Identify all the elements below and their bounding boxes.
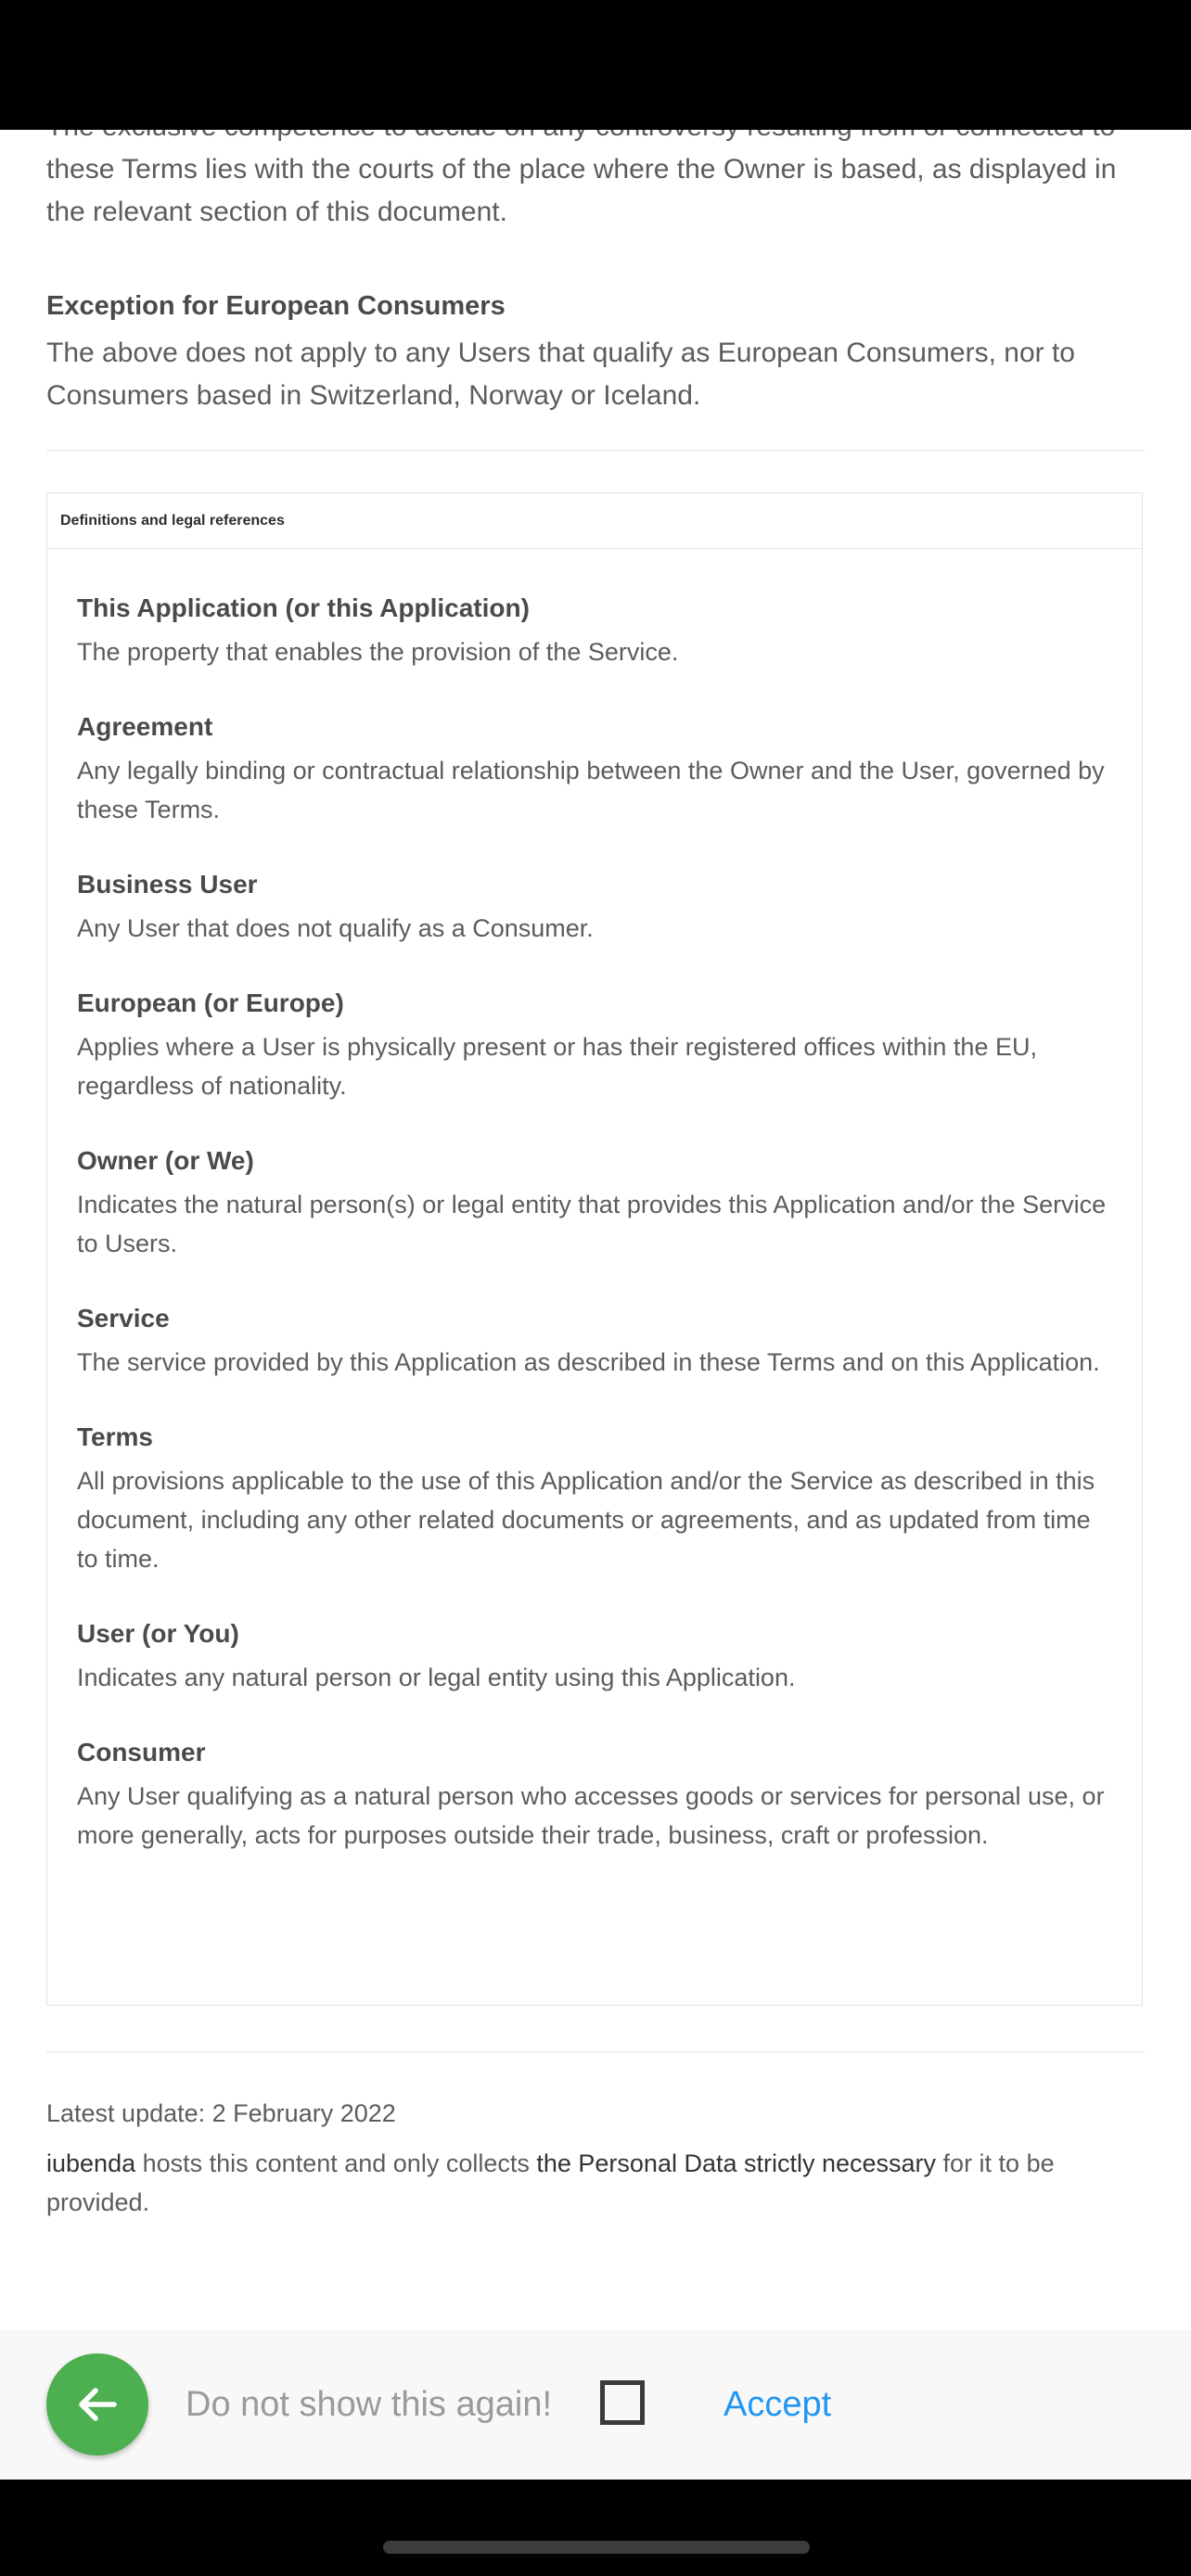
definition-term: Service: [77, 1304, 170, 1333]
back-button[interactable]: [46, 2353, 148, 2455]
home-indicator[interactable]: [383, 2541, 810, 2554]
exception-heading: Exception for European Consumers: [46, 291, 506, 321]
definition-term: Owner (or We): [77, 1146, 254, 1175]
definition-item: [77, 985, 1112, 1105]
definition-item: [77, 1300, 1112, 1382]
iubenda-link[interactable]: iubenda: [46, 2149, 136, 2177]
definitions-box: [46, 492, 1143, 2006]
definition-description: The service provided by this Application as described in these Terms and on this Application.: [77, 1348, 1100, 1376]
definition-description: Indicates the natural person(s) or legal entity that provides this Application and/or the Service to Users.: [77, 1191, 1107, 1257]
definition-item: [77, 1734, 1112, 1855]
dont-show-again-checkbox[interactable]: [600, 2380, 645, 2425]
personal-data-link[interactable]: the Personal Data strictly necessary: [536, 2149, 937, 2177]
accept-button[interactable]: Accept: [724, 2385, 832, 2424]
arrow-left-icon: [71, 2378, 123, 2430]
hosting-text-1: hosts this content and only collects: [135, 2149, 537, 2177]
jurisdiction-paragraph: these Terms lies with the courts of the place where the Owner is based, as displayed in the relevant section of this document.: [46, 154, 1117, 227]
definitions-header: Definitions and legal references: [47, 493, 1142, 549]
definition-term: Consumer: [77, 1738, 206, 1766]
system-nav-bar: [0, 2480, 1191, 2576]
status-bar: [0, 0, 1191, 130]
definition-item: [77, 590, 1112, 671]
definitions-list: [47, 549, 1142, 1855]
hosting-notice: [46, 2144, 1145, 2222]
latest-update: Latest update: 2 February 2022: [46, 2099, 396, 2127]
bottom-action-bar: [0, 2329, 1191, 2480]
definition-description: The property that enables the provision of the Service.: [77, 638, 679, 666]
definition-term: This Application (or this Application): [77, 593, 530, 622]
definition-description: Any legally binding or contractual relationship between the Owner and the User, governed by these Terms.: [77, 757, 1105, 823]
definition-item: [77, 1615, 1112, 1697]
definition-item: [77, 1419, 1112, 1578]
definition-description: Indicates any natural person or legal entity using this Application.: [77, 1664, 796, 1691]
definition-description: Any User qualifying as a natural person who accesses goods or services for personal use, or more generally, acts for purposes outside their trade, business, craft or profession.: [77, 1782, 1105, 1849]
definition-description: Any User that does not qualify as a Consumer.: [77, 914, 594, 942]
definition-term: Terms: [77, 1422, 153, 1451]
section-divider: [46, 450, 1145, 452]
definition-term: Business User: [77, 870, 258, 899]
exception-section: [46, 287, 1145, 417]
definition-item: [77, 708, 1112, 829]
definition-description: Applies where a User is physically present or has their registered offices within the EU, regardless of nationality.: [77, 1033, 1037, 1100]
footer-divider: [46, 2051, 1145, 2053]
definition-item: [77, 866, 1112, 948]
hosting-text-2: for it to be provided.: [46, 2149, 1055, 2216]
definition-term: Agreement: [77, 712, 213, 741]
exception-text: The above does not apply to any Users that qualify as European Consumers, nor to Consumers based in Switzerland, Norway or Iceland.: [46, 338, 1075, 411]
definition-term: User (or You): [77, 1619, 239, 1648]
definition-description: All provisions applicable to the use of this Application and/or the Service as described in this document, including any other related documents or agreements, and as updated from time to time.: [77, 1467, 1095, 1573]
definition-term: European (or Europe): [77, 988, 344, 1017]
dont-show-again-label[interactable]: Do not show this again!: [186, 2385, 553, 2424]
definition-item: [77, 1142, 1112, 1263]
